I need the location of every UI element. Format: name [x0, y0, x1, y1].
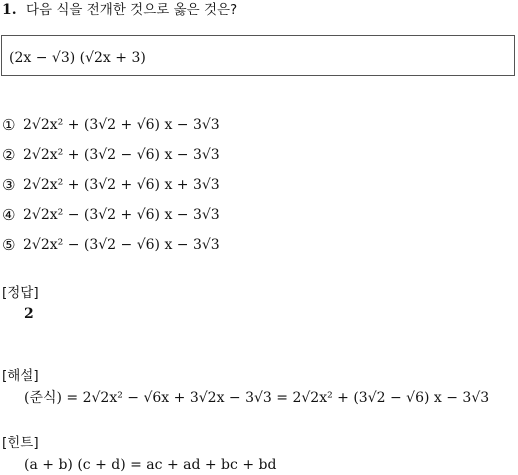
choice-marker: ② — [2, 146, 16, 164]
answer-value: 2 — [24, 306, 34, 322]
explanation-label: [해설] — [2, 368, 39, 384]
question-number: 1. — [2, 2, 17, 18]
question-expression: (2x − √3) (√2x + 3) — [9, 50, 146, 66]
hint-text: (a + b) (c + d) = ac + ad + bc + bd — [24, 457, 277, 473]
question-text: 다음 식을 전개한 것으로 옳은 것은? — [26, 2, 238, 18]
expression-box — [1, 35, 515, 76]
choice-marker: ③ — [2, 176, 16, 194]
choice-expression: 2√2x² − (3√2 + √6) x − 3√3 — [23, 207, 220, 223]
answer-label: [정답] — [2, 285, 39, 301]
explanation-text: (준식) = 2√2x² − √6x + 3√2x − 3√3 = 2√2x² + (3√2 − √6) x − 3√3 — [24, 390, 490, 406]
choice-expression: 2√2x² + (3√2 + √6) x + 3√3 — [23, 177, 220, 193]
choice-expression: 2√2x² + (3√2 + √6) x − 3√3 — [23, 117, 220, 133]
hint-label: [힌트] — [2, 435, 39, 451]
choice-marker: ① — [2, 116, 16, 134]
choice-expression: 2√2x² − (3√2 − √6) x − 3√3 — [23, 237, 220, 253]
choice-marker: ⑤ — [2, 236, 16, 254]
choice-marker: ④ — [2, 206, 16, 224]
choice-expression: 2√2x² + (3√2 − √6) x − 3√3 — [23, 147, 220, 163]
